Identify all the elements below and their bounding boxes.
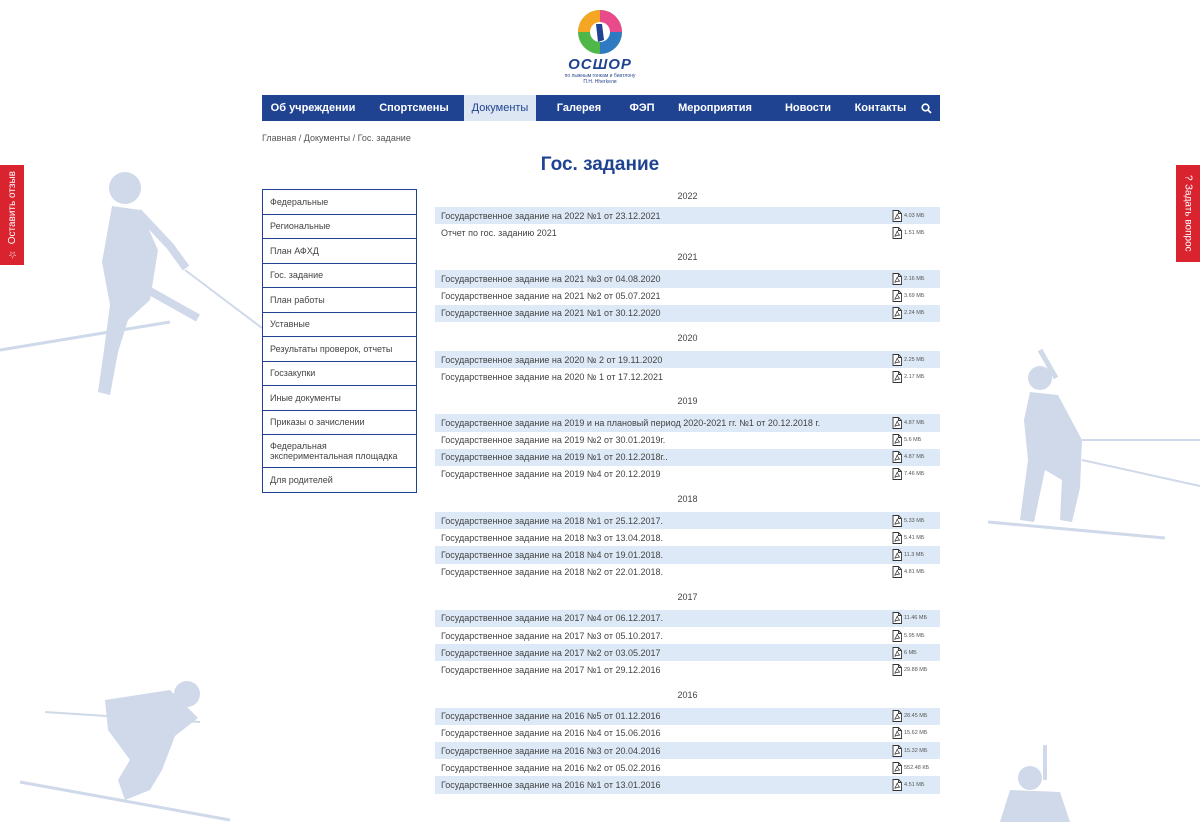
- pdf-file-icon: [892, 451, 902, 463]
- document-download[interactable]: [892, 612, 934, 624]
- file-size: 28.45 МБ: [904, 713, 928, 720]
- document-row[interactable]: [435, 776, 940, 793]
- pdf-file-icon: [892, 307, 902, 319]
- document-title[interactable]: Государственное задание на 2017 №3 от 05.10.2017.: [441, 630, 664, 641]
- document-row[interactable]: [435, 708, 940, 725]
- sidebar-item-inspections[interactable]: Результаты проверок, отчеты: [262, 336, 417, 362]
- pdf-file-icon: [892, 779, 902, 791]
- file-size: 4.03 МБ: [904, 212, 925, 219]
- document-title[interactable]: Государственное задание на 2022 №1 от 23.12.2021: [441, 210, 661, 221]
- document-title[interactable]: Государственное задание на 2016 №1 от 13.01.2016: [441, 779, 661, 790]
- nav-events[interactable]: Мероприятия: [678, 102, 752, 114]
- file-size: 4.87 МБ: [904, 419, 925, 426]
- document-row[interactable]: [435, 742, 940, 759]
- document-download[interactable]: [892, 630, 934, 642]
- file-size: 6 МБ: [904, 649, 917, 656]
- sidebar-item-federal[interactable]: Федеральные: [262, 189, 417, 215]
- file-size: 5.95 МБ: [904, 632, 925, 639]
- document-download[interactable]: [892, 745, 934, 757]
- ask-question-tab[interactable]: [1176, 165, 1200, 262]
- document-row[interactable]: [435, 224, 940, 241]
- nav-contacts[interactable]: Контакты: [854, 102, 907, 114]
- year-heading: 2022: [677, 191, 698, 201]
- main-nav: [262, 95, 940, 121]
- file-size: 2.17 МБ: [904, 373, 925, 380]
- sidebar-item-enrollment-orders[interactable]: Приказы о зачислении: [262, 410, 417, 436]
- document-download[interactable]: [892, 290, 934, 302]
- year-heading: 2018: [677, 494, 698, 505]
- site-logo[interactable]: [555, 8, 645, 90]
- sidebar-item-afhd-plan[interactable]: План АФХД: [262, 238, 417, 264]
- document-row[interactable]: [435, 529, 940, 546]
- year-heading: 2020: [677, 332, 698, 343]
- sidebar-item-experimental-site[interactable]: Федеральная экспериментальная площадка: [262, 434, 417, 468]
- feedback-tab[interactable]: [0, 165, 24, 265]
- star-icon: ☆: [6, 248, 18, 260]
- document-download[interactable]: [892, 549, 934, 561]
- document-title[interactable]: Государственное задание на 2018 №4 от 19.01.2018.: [441, 550, 664, 561]
- sidebar-item-state-task[interactable]: Гос. задание: [262, 263, 417, 289]
- file-size: 29.88 МБ: [904, 666, 928, 673]
- document-download[interactable]: [892, 710, 934, 722]
- page-title: Гос. задание: [540, 154, 660, 175]
- document-download[interactable]: [892, 451, 934, 463]
- year-heading: 2016: [677, 689, 698, 700]
- file-size: 7.46 МБ: [904, 471, 925, 478]
- sidebar-item-statutory[interactable]: Уставные: [262, 312, 417, 338]
- sidebar-item-work-plan[interactable]: План работы: [262, 287, 417, 313]
- file-size: 4.81 МБ: [904, 569, 925, 576]
- pdf-file-icon: [892, 762, 902, 774]
- document-row[interactable]: [435, 725, 940, 742]
- sidebar-item-procurement[interactable]: Госзакупки: [262, 361, 417, 387]
- document-row[interactable]: [435, 305, 940, 322]
- document-row[interactable]: [435, 207, 940, 224]
- pdf-file-icon: [892, 210, 902, 222]
- file-size: 4.87 МБ: [904, 454, 925, 461]
- document-row[interactable]: [435, 644, 940, 661]
- pdf-file-icon: [892, 290, 902, 302]
- document-title[interactable]: Государственное задание на 2021 №2 от 05.07.2021: [441, 291, 661, 302]
- file-size: 15.62 МБ: [904, 730, 928, 737]
- document-row[interactable]: [435, 351, 940, 368]
- document-download[interactable]: [892, 417, 934, 429]
- document-download[interactable]: [892, 227, 934, 239]
- pdf-file-icon: [892, 566, 902, 578]
- document-title[interactable]: Государственное задание на 2016 №4 от 15.06.2016: [441, 728, 661, 739]
- file-size: 1.51 МБ: [904, 229, 925, 236]
- document-title[interactable]: Государственное задание на 2019 №4 от 20.12.2019: [441, 469, 661, 480]
- document-row[interactable]: [435, 512, 940, 529]
- pdf-file-icon: [892, 710, 902, 722]
- file-size: 4.51 МБ: [904, 781, 925, 788]
- nav-documents[interactable]: Документы: [464, 95, 536, 121]
- document-title[interactable]: Государственное задание на 2021 №1 от 30.12.2020: [441, 308, 661, 319]
- document-title[interactable]: Государственное задание на 2019 №2 от 30.01.2019г.: [441, 435, 666, 446]
- document-download[interactable]: [892, 779, 934, 791]
- logo-subtitle-1: по лыжным гонкам и биатлону: [564, 73, 636, 79]
- question-icon: ?: [1182, 174, 1194, 181]
- document-row[interactable]: [435, 610, 940, 627]
- sidebar-item-other-docs[interactable]: Иные документы: [262, 385, 417, 411]
- document-title[interactable]: Государственное задание на 2016 №2 от 05.02.2016: [441, 762, 661, 773]
- document-download[interactable]: [892, 354, 934, 366]
- logo-subtitle-2: П.Н. Нherkeли: [583, 79, 617, 85]
- document-download[interactable]: [892, 307, 934, 319]
- nav-athletes[interactable]: Спортсмены: [379, 102, 449, 114]
- pdf-file-icon: [892, 612, 902, 624]
- document-row[interactable]: [435, 270, 940, 287]
- pdf-file-icon: [892, 549, 902, 561]
- nav-fep[interactable]: ФЭП: [629, 102, 655, 114]
- file-size: 2.25 МБ: [904, 356, 925, 363]
- document-title[interactable]: Государственное задание на 2017 №2 от 03.05.2017: [441, 647, 661, 658]
- document-download[interactable]: [892, 371, 934, 383]
- document-title[interactable]: Отчет по гос. заданию 2021: [441, 227, 557, 238]
- file-size: 552.48 КБ: [904, 764, 930, 771]
- ask-question-label: Задать вопрос: [1182, 184, 1194, 253]
- pdf-file-icon: [892, 434, 902, 446]
- pdf-file-icon: [892, 745, 902, 757]
- document-title[interactable]: Государственное задание на 2016 №5 от 01.12.2016: [441, 711, 661, 722]
- pdf-file-icon: [892, 647, 902, 659]
- file-size: 5.41 МБ: [904, 534, 925, 541]
- document-row[interactable]: [435, 627, 940, 644]
- document-row[interactable]: [435, 546, 940, 563]
- document-row[interactable]: [435, 466, 940, 483]
- file-size: 3.69 МБ: [904, 293, 925, 300]
- file-size: 5.33 МБ: [904, 517, 925, 524]
- document-row[interactable]: [435, 759, 940, 776]
- document-download[interactable]: [892, 647, 934, 659]
- search-button[interactable]: [913, 95, 940, 121]
- sidebar-item-parents[interactable]: Для родителей: [262, 467, 417, 493]
- pdf-file-icon: [892, 417, 902, 429]
- document-download[interactable]: [892, 434, 934, 446]
- pdf-file-icon: [892, 532, 902, 544]
- pdf-file-icon: [892, 371, 902, 383]
- document-title[interactable]: Государственное задание на 2019 и на плановый период 2020-2021 гг. №1 от 20.12.2018 г.: [441, 417, 821, 428]
- pdf-file-icon: [892, 273, 902, 285]
- document-download[interactable]: [892, 532, 934, 544]
- document-download[interactable]: [892, 762, 934, 774]
- nav-news[interactable]: Новости: [784, 102, 832, 114]
- year-heading: 2019: [677, 396, 698, 407]
- document-row[interactable]: [435, 564, 940, 581]
- breadcrumb[interactable]: Главная / Документы / Гос. задание: [262, 133, 411, 143]
- document-download[interactable]: [892, 727, 934, 739]
- file-size: 5.6 МБ: [904, 437, 922, 444]
- document-title[interactable]: Государственное задание на 2021 №3 от 04.08.2020: [441, 273, 661, 284]
- pdf-file-icon: [892, 664, 902, 676]
- document-row[interactable]: [435, 432, 940, 449]
- feedback-tab-label: Оставить отзыв: [6, 170, 18, 245]
- file-size: 11.3 МБ: [904, 552, 925, 559]
- search-icon: [921, 103, 932, 114]
- nav-about[interactable]: Об учреждении: [270, 102, 356, 114]
- document-row[interactable]: [435, 449, 940, 466]
- document-row[interactable]: [435, 288, 940, 305]
- pdf-file-icon: [892, 727, 902, 739]
- file-size: 2.24 МБ: [904, 310, 925, 317]
- documents-sidebar: [262, 190, 417, 493]
- year-heading: 2021: [677, 252, 698, 263]
- document-row[interactable]: [435, 661, 940, 678]
- document-title[interactable]: Государственное задание на 2018 №1 от 25.12.2017.: [441, 515, 664, 526]
- document-title[interactable]: Государственное задание на 2017 №1 от 29.12.2016: [441, 664, 661, 675]
- pdf-file-icon: [892, 227, 902, 239]
- document-title[interactable]: Государственное задание на 2019 №1 от 20.12.2018г..: [441, 452, 668, 463]
- pdf-file-icon: [892, 630, 902, 642]
- pdf-file-icon: [892, 354, 902, 366]
- nav-gallery[interactable]: Галерея: [556, 102, 602, 114]
- logo-emblem-icon: [576, 8, 624, 56]
- pdf-file-icon: [892, 515, 902, 527]
- file-size: 11.46 МБ: [904, 615, 928, 622]
- document-title[interactable]: Государственное задание на 2020 № 1 от 17.12.2021: [441, 371, 664, 382]
- year-heading: 2017: [677, 591, 698, 602]
- document-title[interactable]: Государственное задание на 2018 №2 от 22.01.2018.: [441, 567, 664, 578]
- document-download[interactable]: [892, 273, 934, 285]
- logo-wordmark: ОСШОР: [568, 56, 632, 73]
- file-size: 15.32 МБ: [904, 747, 928, 754]
- file-size: 2.16 МБ: [904, 275, 925, 282]
- document-row[interactable]: [435, 414, 940, 431]
- document-download[interactable]: [892, 210, 934, 222]
- document-title[interactable]: Государственное задание на 2020 № 2 от 19.11.2020: [441, 354, 663, 365]
- document-title[interactable]: Государственное задание на 2018 №3 от 13.04.2018.: [441, 532, 664, 543]
- document-download[interactable]: [892, 664, 934, 676]
- document-download[interactable]: [892, 515, 934, 527]
- sidebar-item-regional[interactable]: Региональные: [262, 214, 417, 240]
- pdf-file-icon: [892, 468, 902, 480]
- document-download[interactable]: [892, 468, 934, 480]
- document-download[interactable]: [892, 566, 934, 578]
- document-title[interactable]: Государственное задание на 2016 №3 от 20.04.2016: [441, 745, 661, 756]
- documents-list: [435, 186, 940, 794]
- document-title[interactable]: Государственное задание на 2017 №4 от 06.12.2017.: [441, 613, 664, 624]
- document-row[interactable]: [435, 368, 940, 385]
